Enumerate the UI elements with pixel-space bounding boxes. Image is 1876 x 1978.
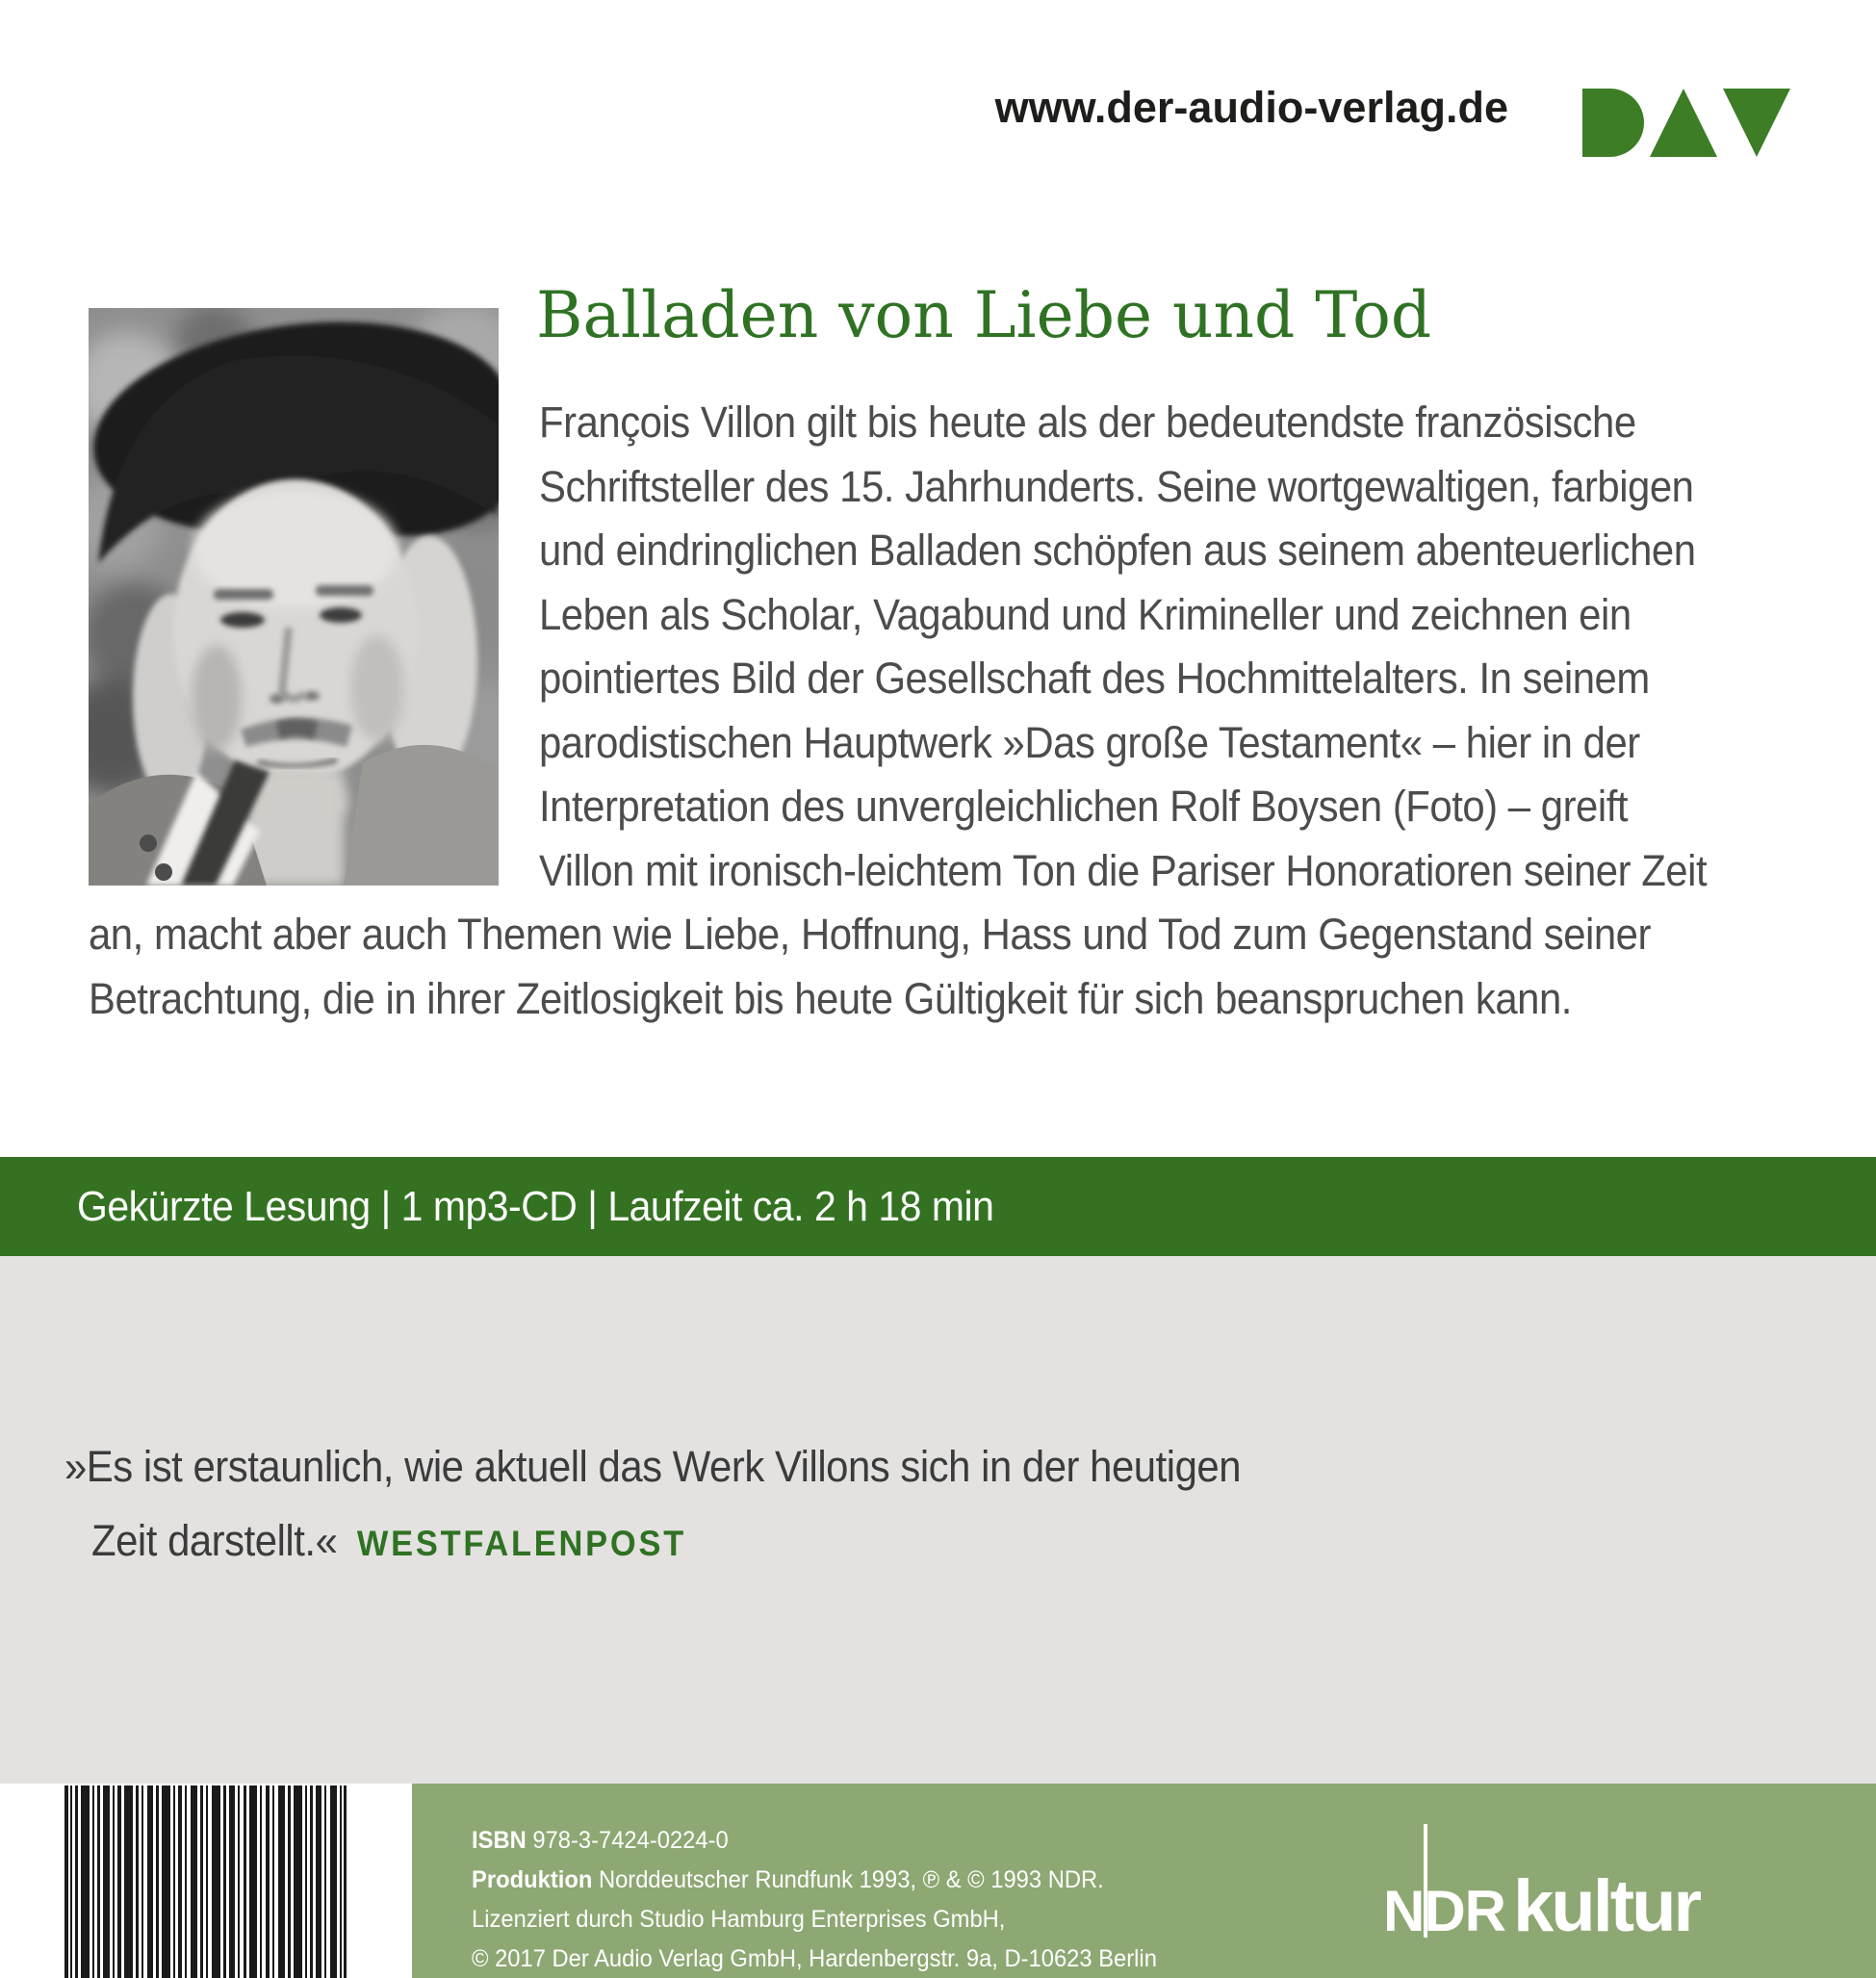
isbn-line: ISBN 978-3-7424-0224-0	[472, 1827, 729, 1854]
ndr-kultur-logo	[1383, 1865, 1700, 1947]
description-line: Betrachtung, die in ihrer Zeitlosigkeit bis heute Gültigkeit für sich beanspruchen kann.	[89, 973, 1572, 1023]
publisher-url: www.der-audio-verlag.de	[994, 83, 1508, 132]
format-banner-text: Gekürzte Lesung | 1 mp3-CD | Laufzeit ca. 2 h 18 min	[77, 1182, 994, 1230]
copyright-line: © 2017 Der Audio Verlag GmbH, Hardenbergstr. 9a, D-10623 Berlin	[472, 1945, 1157, 1972]
license-line: Lizenziert durch Studio Hamburg Enterprises GmbH,	[472, 1906, 1006, 1933]
dav-letter-v-icon	[1723, 89, 1790, 157]
description-line: Leben als Scholar, Vagabund und Krimineller und zeichnen ein	[539, 589, 1632, 639]
description-line: François Villon gilt bis heute als der bedeutendste französische	[539, 398, 1636, 447]
description-line: Interpretation des unvergleichlichen Rolf Boysen (Foto) – greift	[539, 782, 1629, 831]
author-photo	[89, 308, 499, 886]
description-line: parodistischen Hauptwerk »Das große Testament« – hier in der	[539, 717, 1640, 767]
page-title: Balladen von Liebe und Tod	[536, 278, 1432, 352]
description-text-full-width	[89, 903, 1768, 1031]
description-line: Schriftsteller des 15. Jahrhunderts. Seine wortgewaltigen, farbigen	[539, 461, 1694, 511]
press-quote-end: Zeit darstellt.«	[91, 1516, 338, 1565]
produktion-line: Produktion Norddeutscher Rundfunk 1993, ℗ & © 1993 NDR.	[472, 1866, 1104, 1893]
description-text-beside-photo	[539, 391, 1794, 903]
dav-letter-d-icon	[1582, 89, 1644, 157]
description-line: an, macht aber auch Themen wie Liebe, Hoffnung, Hass und Tod zum Gegenstand seiner	[89, 910, 1651, 959]
format-banner	[0, 1157, 1876, 1256]
description-line: pointiertes Bild der Gesellschaft des Hochmittelalters. In seinem	[539, 654, 1650, 703]
press-quote-line2	[91, 1516, 686, 1569]
imprint-text	[472, 1821, 1193, 1978]
press-quote-line1: »Es ist erstaunlich, wie aktuell das Werk Villons sich in der heutigen	[64, 1442, 1242, 1491]
ndr-logo-ndr-text: NDR	[1383, 1879, 1505, 1943]
description-line: Villon mit ironisch-leichtem Ton die Pariser Honoratioren seiner Zeit	[539, 845, 1708, 895]
dav-letter-a-icon	[1650, 89, 1717, 157]
press-quote-source: WESTFALENPOST	[356, 1524, 687, 1563]
dav-logo	[1582, 89, 1790, 157]
ndr-logo-kultur-text: kultur	[1513, 1865, 1700, 1947]
description-line: und eindringlichen Balladen schöpfen aus seinem abenteuerlichen	[539, 526, 1696, 575]
barcode	[64, 1785, 347, 1978]
barcode-area	[0, 1784, 412, 1978]
